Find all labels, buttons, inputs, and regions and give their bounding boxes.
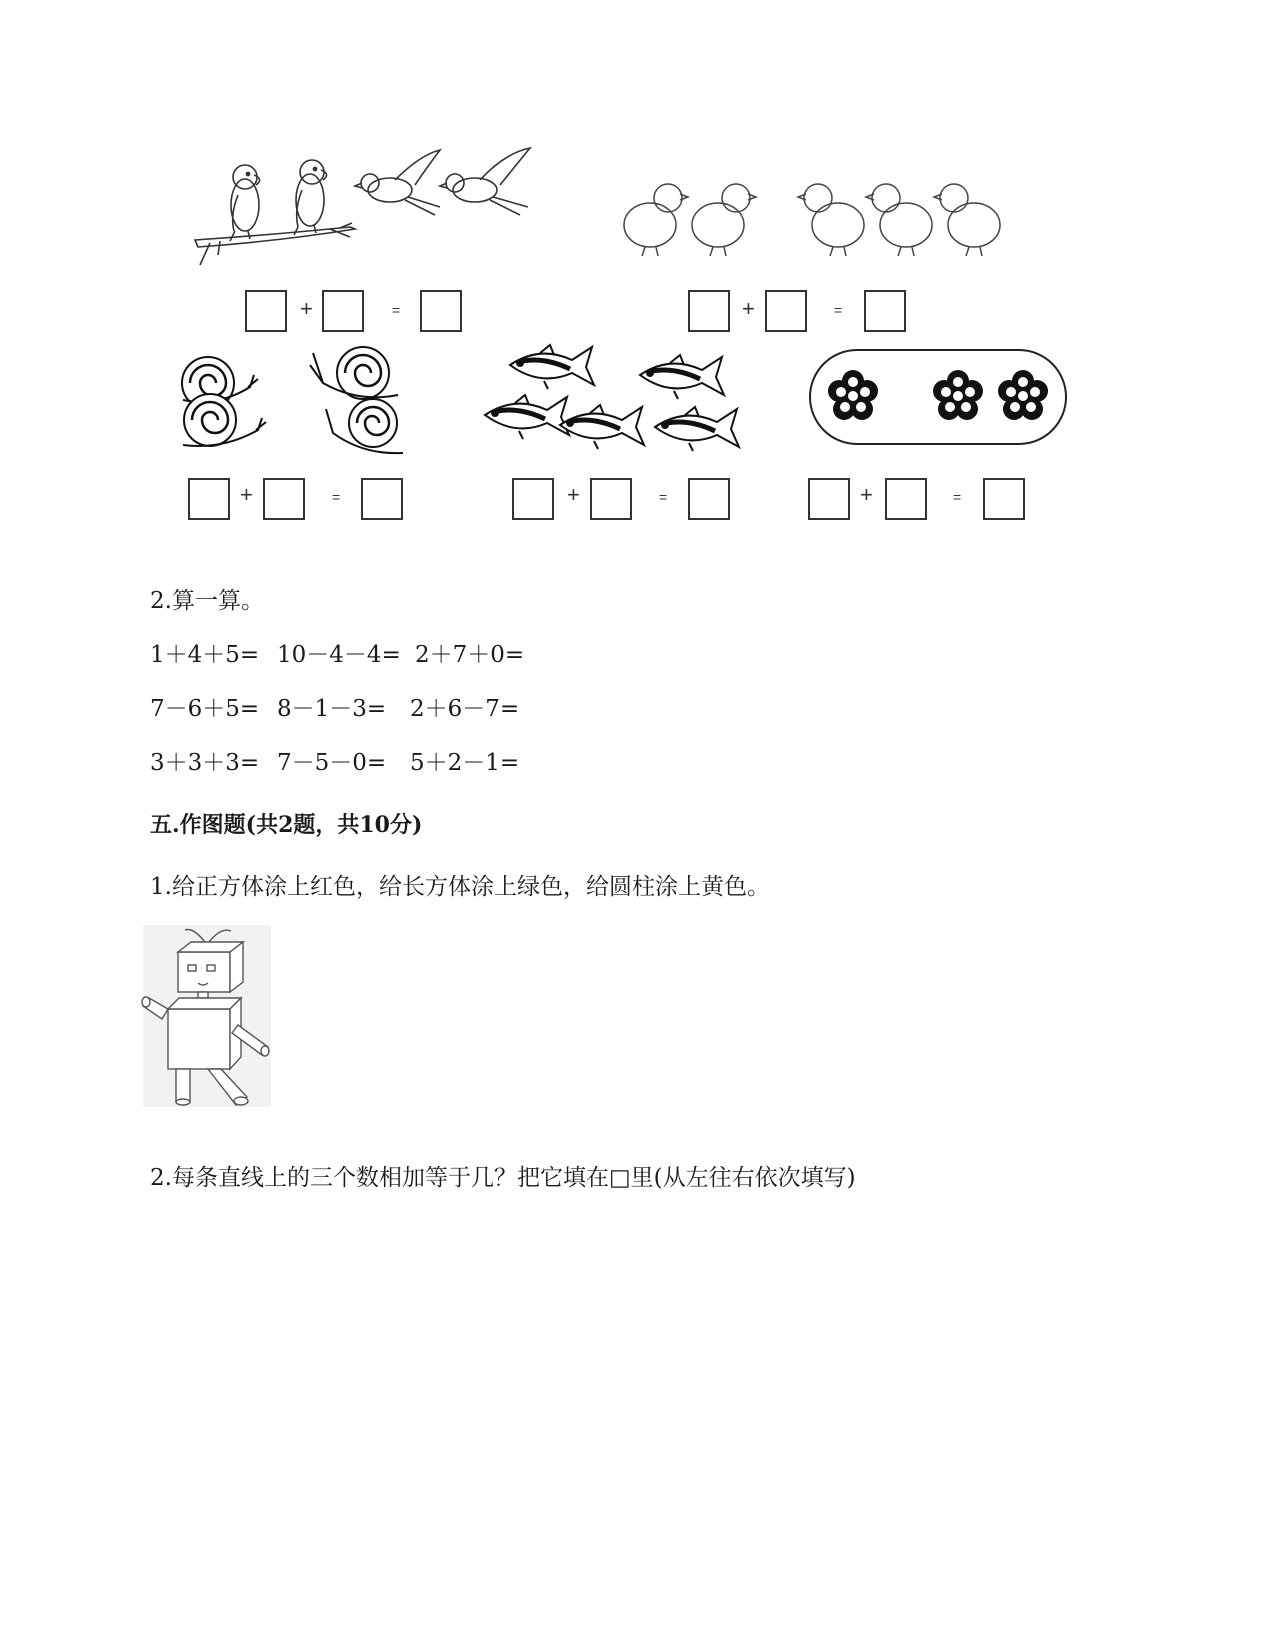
arith-item: 1＋4＋5=	[150, 642, 260, 668]
plus-sign: +	[742, 296, 755, 321]
answer-box[interactable]	[885, 478, 927, 520]
answer-box[interactable]	[322, 290, 364, 332]
plus-sign: +	[860, 482, 873, 507]
arith-item: 7－6＋5=	[150, 696, 260, 722]
section-5-heading: 五.作图题(共2题，共10分)	[150, 812, 423, 838]
answer-box[interactable]	[808, 478, 850, 520]
plus-sign: +	[300, 296, 313, 321]
fish-illustration	[485, 345, 745, 470]
answer-box[interactable]	[688, 290, 730, 332]
equals-sign: =	[659, 489, 668, 505]
equals-sign: =	[834, 302, 843, 318]
arith-item: 3＋3＋3=	[150, 750, 260, 776]
arith-row-1	[150, 644, 524, 667]
answer-box[interactable]	[765, 290, 807, 332]
arith-item: 5＋2－1=	[410, 750, 520, 776]
answer-box[interactable]	[263, 478, 305, 520]
chicks-illustration	[620, 180, 1005, 260]
arith-item: 2＋6－7=	[410, 696, 520, 722]
answer-box[interactable]	[983, 478, 1025, 520]
answer-box[interactable]	[590, 478, 632, 520]
arith-row-2	[150, 698, 519, 721]
equals-sign: =	[953, 489, 962, 505]
flowers-illustration	[808, 348, 1070, 448]
arith-item: 10－4－4=	[277, 642, 401, 668]
plus-sign: +	[567, 482, 580, 507]
answer-box[interactable]	[420, 290, 462, 332]
answer-box[interactable]	[864, 290, 906, 332]
robot-illustration	[143, 925, 271, 1107]
arith-item: 7－5－0=	[277, 750, 387, 776]
arith-item: 8－1－3=	[277, 696, 387, 722]
question-5-1: 1.给正方体涂上红色，给长方体涂上绿色，给圆柱涂上黄色。	[150, 874, 770, 900]
question-2-title: 2.算一算。	[150, 588, 264, 614]
answer-box[interactable]	[188, 478, 230, 520]
answer-box[interactable]	[361, 478, 403, 520]
plus-sign: +	[240, 482, 253, 507]
answer-box[interactable]	[688, 478, 730, 520]
answer-box[interactable]	[245, 290, 287, 332]
equals-sign: =	[332, 489, 341, 505]
equals-sign: =	[392, 302, 401, 318]
arith-item: 2＋7＋0=	[415, 642, 525, 668]
snails-illustration	[178, 345, 413, 460]
arith-row-3	[150, 752, 519, 775]
question-5-2: 2.每条直线上的三个数相加等于几？把它填在□里(从左往右依次填写)	[150, 1165, 856, 1191]
answer-box[interactable]	[512, 478, 554, 520]
birds-illustration	[190, 145, 540, 275]
